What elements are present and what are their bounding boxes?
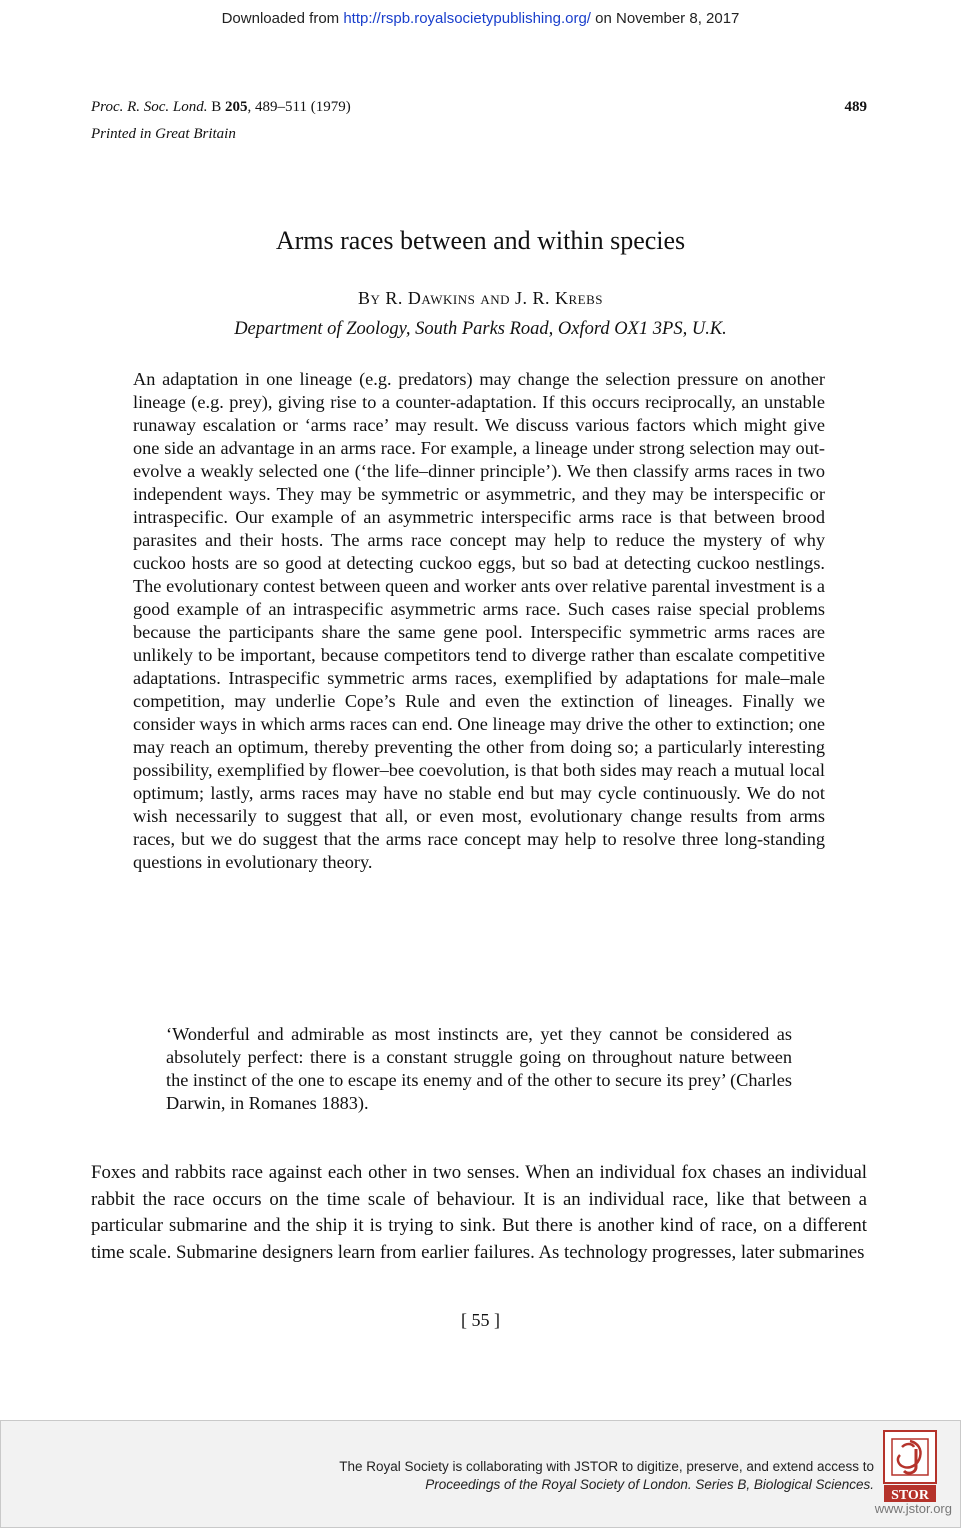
download-suffix: on November 8, 2017 bbox=[590, 10, 740, 27]
footer-collaboration-text: The Royal Society is collaborating with JSTOR to digitize, preserve, and extend access to bbox=[339, 1459, 874, 1474]
journal-pages: , 489–511 (1979) bbox=[247, 99, 351, 115]
jstor-logo-icon[interactable] bbox=[882, 1429, 938, 1503]
epigraph-text: ‘Wonderful and admirable as most instincts are, yet they cannot be considered as absolutely perfect: there is a constant struggle going on throughout nature between the instinct of the one to escape its enemy and of the other to secure its prey’ (Charles Darwin, in Romanes 1883). bbox=[166, 1024, 792, 1113]
page-number: 489 bbox=[844, 99, 867, 115]
journal-volume: 205 bbox=[225, 99, 248, 115]
folio: [ 55 ] bbox=[461, 1310, 500, 1330]
jstor-url-link[interactable]: www.jstor.org bbox=[874, 1501, 952, 1516]
abstract bbox=[133, 368, 825, 874]
jstor-footer bbox=[0, 1420, 961, 1528]
download-prefix: Downloaded from bbox=[221, 10, 344, 27]
journal-reference bbox=[91, 99, 351, 116]
article-affiliation: Department of Zoology, South Parks Road, Oxford OX1 3PS, U.K. bbox=[234, 319, 727, 339]
abstract-text: An adaptation in one lineage (e.g. predators) may change the selection pressure on another lineage (e.g. prey), giving rise to a counter-adaptation. If this occurs reciprocally, an unstable runaway escalation or ‘arms race’ may result. We discuss various factors which might give one side an advantage in an arms race. For example, a lineage under strong selection may out-evolve a weakly selected one (‘the life–dinner principle’). We then classify arms races in two independent ways. They may be symmetric or asymmetric, and they may be interspecific or intraspecific. Our example of an asymmetric interspecific arms race is that between brood parasites and their hosts. The arms race concept may help to reduce the mystery of why cuckoo hosts are so good at detecting cuckoo eggs, but so bad at detecting cuckoo nestlings. The evolutionary contest between queen and worker ants over relative parental investment is a good example of an intraspecific asymmetric arms race. Such cases raise special problems because the participants share the same gene pool. Interspecific symmetric arms races are unlikely to be important, because competitors tend to diverge rather than escalate competitive adaptations. Intraspecific symmetric arms races, exemplified by adaptations for male–male competition, may underlie Cope’s Rule and even the extinction of lineages. Finally we consider ways in which arms races can end. One lineage may drive the other to extinction; one may reach an optimum, thereby preventing the other from doing so; a particularly interesting possibility, exemplified by flower–bee coevolution, is that both sides may reach a mutual local optimum; lastly, arms races may have no stable end but may cycle continuously. We do not wish necessarily to suggest that all, or even most, evolutionary change results from arms races, but we do suggest that the arms race concept may help to resolve three long-standing questions in evolutionary theory. bbox=[133, 369, 825, 872]
body-paragraph: Foxes and rabbits race against each other in two senses. When an individual fox chases an individual rabbit the race occurs on the time scale of behaviour. It is an individual race, like that between a particular submarine and the ship it is trying to sink. But there is another kind of race, on a different time scale. Submarine designers learn from earlier failures. As technology progresses, later submarines bbox=[91, 1162, 867, 1263]
printed-note: Printed in Great Britain bbox=[91, 126, 236, 142]
epigraph bbox=[166, 1023, 792, 1115]
journal-series: B bbox=[207, 99, 226, 115]
journal-name: Proc. R. Soc. Lond. bbox=[91, 99, 208, 115]
jstor-logo-text: STOR bbox=[891, 1488, 929, 1503]
body-text bbox=[91, 1160, 867, 1266]
download-url-link[interactable]: http://rspb.royalsocietypublishing.org/ bbox=[343, 10, 591, 27]
download-notice bbox=[0, 10, 961, 27]
article-title: Arms races between and within species bbox=[275, 226, 686, 255]
article-authors: By R. Dawkins and J. R. Krebs bbox=[357, 288, 604, 308]
footer-journal-text: Proceedings of the Royal Society of London. Series B, Biological Sciences. bbox=[425, 1477, 874, 1492]
